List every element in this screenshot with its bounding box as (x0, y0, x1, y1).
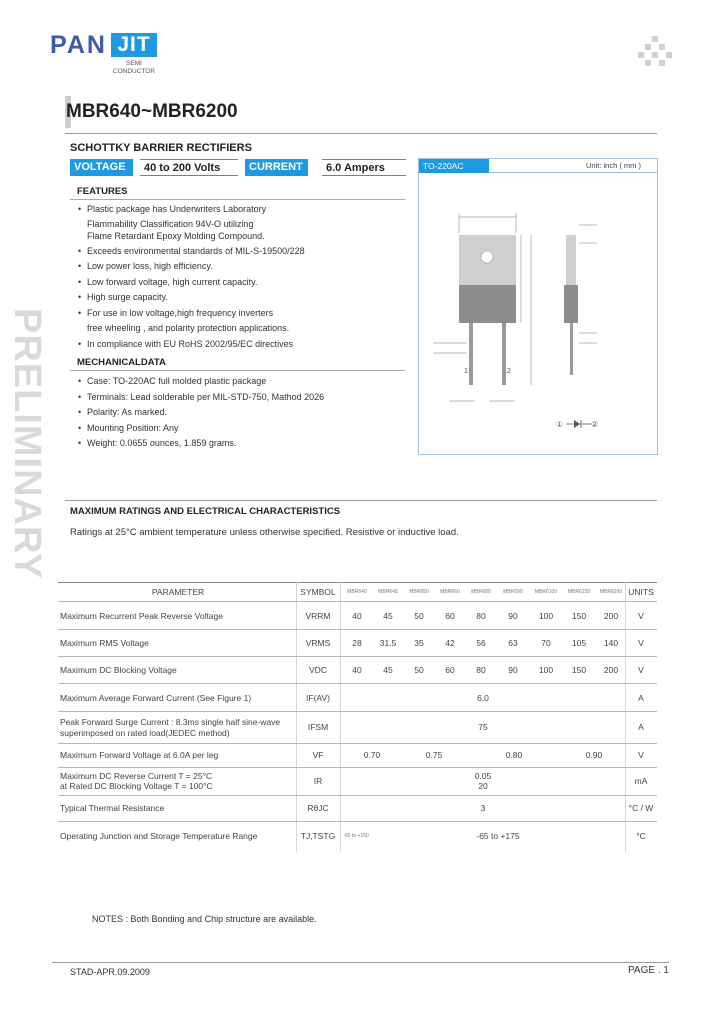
row-value: 80 (476, 665, 486, 675)
header-part: MBR680 (471, 589, 491, 595)
mechanical-heading: MECHANICALDATA (77, 357, 166, 368)
notes-text: NOTES : Both Bonding and Chip structure are available. (92, 914, 317, 924)
row-value: -65 to +175 (476, 831, 520, 841)
ratings-title: MAXIMUM RATINGS AND ELECTRICAL CHARACTERISTICS (70, 506, 341, 517)
row-value: 60 (445, 611, 455, 621)
table-row (58, 630, 657, 657)
row-value: 150 (571, 665, 587, 675)
row-parameter: Maximum Recurrent Peak Reverse Voltage (60, 611, 223, 621)
page-title: MBR640~MBR6200 (66, 101, 238, 122)
lead-1 (469, 323, 473, 385)
list-item: • Mounting Position: Any (78, 421, 408, 437)
preliminary-watermark (5, 308, 49, 598)
side-tab (566, 235, 576, 285)
row-value: 40 (352, 665, 362, 675)
row-symbol: RθJC (307, 803, 329, 813)
list-item: Flame Retardant Epoxy Molding Compound. (87, 230, 265, 241)
company-logo (50, 30, 160, 76)
row-value: 90 (508, 665, 518, 675)
list-item: • Polarity: As marked. (78, 405, 408, 421)
row-parameter: Maximum Average Forward Current (See Figure 1) (60, 693, 252, 703)
row-value: 20 (478, 781, 488, 791)
ratings-table (58, 582, 657, 852)
ratings-note: Ratings at 25°C ambient temperature unless otherwise specified. Resistive or inductive load. (70, 527, 459, 538)
footer-divider (52, 962, 669, 963)
row-parameter-line2: at Rated DC Blocking Voltage T = 100°C (60, 781, 213, 791)
pin-2-symbol: ② (591, 420, 599, 429)
row-parameter: Operating Junction and Storage Temperature Range (60, 831, 258, 841)
title-divider (65, 133, 657, 134)
table-header-row (58, 582, 657, 602)
product-subtitle: SCHOTTKY BARRIER RECTIFIERS (70, 142, 252, 154)
row-unit: V (638, 750, 644, 760)
features-heading: FEATURES (77, 186, 128, 197)
row-parameter: Maximum RMS Voltage (60, 638, 149, 648)
header-part: MBR6100 (534, 589, 558, 595)
pin-1-label: 1 (464, 368, 468, 375)
header-part: MBR6200 (599, 589, 623, 595)
row-unit: mA (634, 776, 648, 786)
row-value: 40 (352, 611, 362, 621)
header-part: MBR660 (440, 589, 460, 595)
header-units: UNITS (628, 587, 654, 597)
list-item: • Terminals: Lead solderable per MIL-STD-750, Mathod 2026 (78, 390, 408, 406)
row-value: 150 (571, 611, 587, 621)
row-symbol: TJ,TSTG (300, 831, 336, 841)
row-value: 0.80 (505, 750, 523, 760)
row-unit: A (638, 722, 644, 732)
header-parameter: PARAMETER (151, 587, 205, 597)
pin-1-symbol: ① (556, 420, 564, 429)
row-parameter: Maximum DC Blocking Voltage (60, 665, 177, 675)
table-row (58, 744, 657, 768)
list-item: • Plastic package has Underwriters Laboratory (78, 202, 408, 218)
row-unit: V (638, 665, 644, 675)
header-symbol: SYMBOL (300, 587, 336, 597)
row-symbol: VF (312, 750, 324, 760)
table-row (58, 768, 657, 796)
row-value: 3 (480, 803, 486, 813)
lead-2 (502, 323, 506, 385)
list-item: free wheeling , and polarity protection applications. (87, 323, 290, 333)
row-parameter: Maximum Forward Voltage at 6.0A per leg (60, 750, 219, 760)
row-symbol: VRRM (305, 611, 331, 621)
list-item: • Low power loss, high efficiency. (78, 259, 408, 275)
row-symbol: IR (313, 776, 323, 786)
row-unit: °C (636, 831, 646, 841)
footer-doc-code: STAD-APR.09.2009 (70, 967, 150, 977)
row-symbol: IFSM (307, 722, 329, 732)
row-unit: °C / W (628, 803, 654, 813)
row-value: 90 (508, 611, 518, 621)
package-name: TO-220AC (419, 159, 489, 173)
row-value: 0.75 (425, 750, 443, 760)
row-value: 6.0 (477, 693, 489, 703)
row-value: 70 (541, 638, 551, 648)
row-value: 75 (478, 722, 488, 732)
voltage-tag: VOLTAGE (70, 159, 133, 176)
row-value: 50 (414, 665, 424, 675)
row-value: 100 (538, 665, 554, 675)
row-value: 60 (445, 665, 455, 675)
package-drawing (418, 158, 658, 455)
side-body (564, 285, 578, 323)
row-parameter: Typical Thermal Resistance (60, 803, 165, 813)
logo-name-left: PAN (50, 31, 107, 59)
current-tag: CURRENT (245, 159, 308, 176)
list-item: Flammability Classification 94V-O utilizing (87, 218, 254, 229)
table-row (58, 712, 657, 744)
row-value: 0.05 (474, 771, 492, 781)
row-value: 45 (383, 611, 393, 621)
row-value: 28 (352, 638, 362, 648)
corner-decoration (638, 36, 672, 66)
ratings-divider (65, 500, 657, 501)
row-value: 100 (538, 611, 554, 621)
row-value: 42 (445, 638, 455, 648)
row-value: 31.5 (379, 638, 397, 648)
list-item: • In compliance with EU RoHS 2002/95/EC directives (78, 337, 408, 353)
header-part: MBR645 (378, 589, 398, 595)
mechanical-divider (70, 370, 405, 371)
side-lead (570, 323, 573, 375)
row-parameter-line1: Maximum DC Reverse Current T = 25°C (60, 771, 213, 781)
row-value: 105 (571, 638, 587, 648)
mounting-hole (481, 251, 493, 263)
table-row (58, 684, 657, 712)
row-value: 50 (414, 611, 424, 621)
row-value: 45 (383, 665, 393, 675)
logo-name-right: JIT (111, 33, 157, 57)
logo-sub-conductor: CONDUCTOR (112, 68, 156, 75)
row-symbol: IF(AV) (306, 693, 330, 703)
row-value: 35 (414, 638, 424, 648)
row-value: 0.90 (585, 750, 603, 760)
header-part: MBR650 (409, 589, 429, 595)
current-value: 6.0 Ampers (322, 159, 406, 176)
row-value: 200 (603, 611, 619, 621)
header-part: MBR6150 (567, 589, 591, 595)
watermark-text: PRELIMINARY (6, 308, 48, 580)
list-item: • Weight: 0.0655 ounces, 1.859 grams. (78, 436, 408, 452)
list-item: • Low forward voltage, high current capacity. (78, 275, 408, 291)
row-symbol: VDC (309, 665, 327, 675)
list-item: • High surge capacity. (78, 290, 408, 306)
list-item: • For use in low voltage,high frequency inverters (78, 306, 408, 322)
row-unit: A (638, 693, 644, 703)
voltage-value: 40 to 200 Volts (140, 159, 238, 176)
diode-triangle (574, 420, 580, 428)
features-list (78, 202, 408, 352)
row-unit: V (638, 611, 644, 621)
row-value-left: -65 to +150 (343, 833, 369, 839)
package-unit: Unit: inch ( mm ) (585, 161, 641, 170)
list-item: • Exceeds environmental standards of MIL-S-19500/228 (78, 244, 408, 260)
row-value: 140 (603, 638, 619, 648)
table-row (58, 822, 657, 852)
header-part: MBR690 (503, 589, 523, 595)
pin-2-label: 2 (507, 368, 511, 375)
row-symbol: VRMS (305, 638, 331, 648)
row-parameter-line1: Peak Forward Surge Current : 8.3ms single half sine-wave (60, 717, 281, 727)
row-value: 80 (476, 611, 486, 621)
features-divider (70, 199, 405, 200)
table-row (58, 657, 657, 684)
header-part: MBR640 (347, 589, 367, 595)
table-row (58, 796, 657, 822)
logo-sub-semi: SEMI (126, 60, 142, 67)
row-value: 56 (476, 638, 486, 648)
row-parameter-line2: superimposed on rated load(JEDEC method) (60, 728, 230, 738)
row-value: 0.70 (363, 750, 381, 760)
row-value: 200 (603, 665, 619, 675)
package-body (459, 285, 516, 323)
package-outline-diagram (419, 173, 657, 454)
row-unit: V (638, 638, 644, 648)
list-item: • Case: TO-220AC full molded plastic package (78, 374, 408, 390)
table-row (58, 602, 657, 630)
mechanical-list (78, 374, 408, 452)
row-value: 63 (508, 638, 518, 648)
footer-page-number: PAGE . 1 (628, 965, 669, 976)
